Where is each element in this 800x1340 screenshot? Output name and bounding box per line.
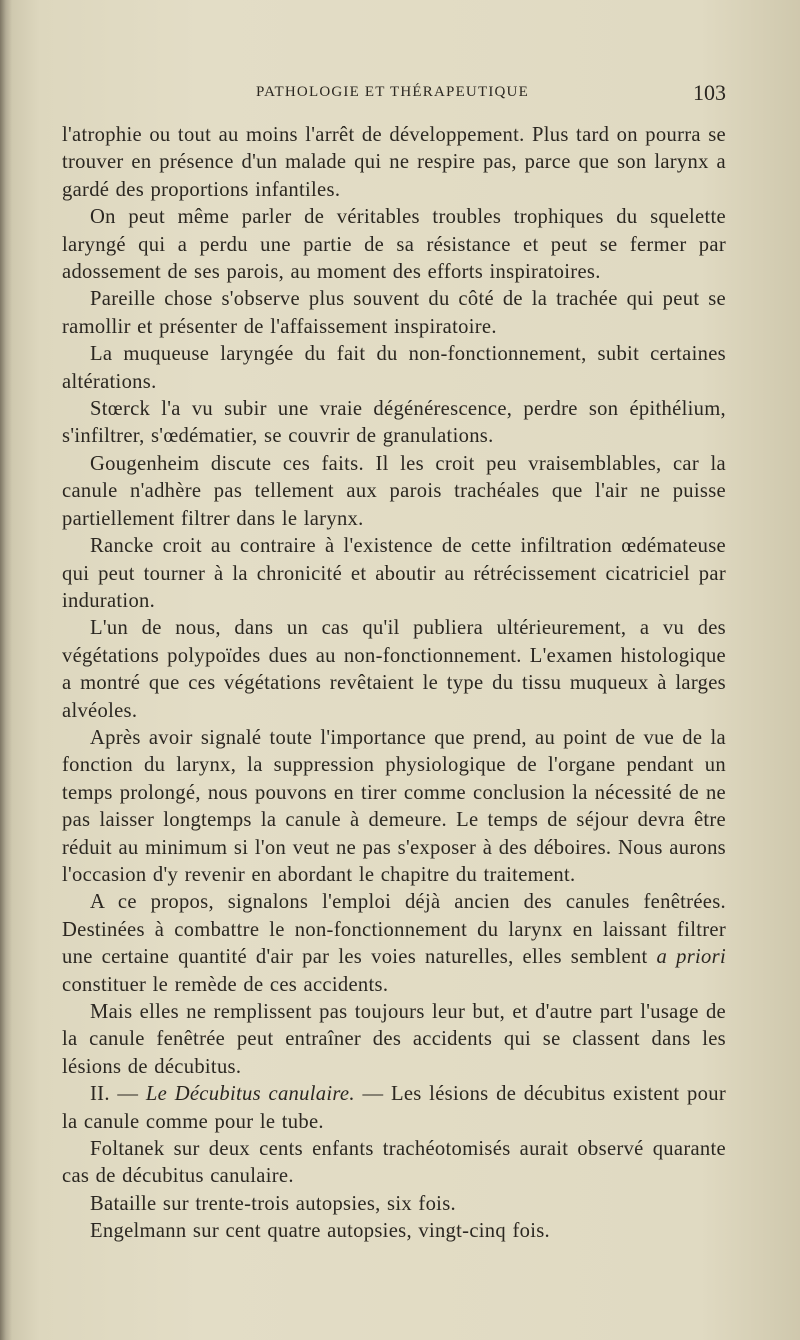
latin-a-priori: a priori [656,946,726,969]
section-intro: — Les lésions de décubitus existent pour la canule comme pour le tube. [62,1083,726,1133]
paragraph-rancke: Rancke croit au contraire à l'existence de cette infiltration œdémateuse qui peut tourner à la chronicité et aboutir au rétrécissement cicatriciel par induration. [62,535,726,612]
paragraph-stoerck: Stœrck l'a vu subir une vraie dégénérescence, perdre son épithélium, s'infiltrer, s'œdématier, se couvrir de granulations. [62,398,726,448]
paragraph-atrophie: l'atrophie ou tout au moins l'arrêt de développement. Plus tard on pourra se trouver en présence d'un malade qui ne respire pas, parce que son larynx a gardé des proportions infantiles. [62,124,726,201]
paragraph-canules-fenetrees [62,889,726,999]
paragraph-troubles-trophiques: On peut même parler de véritables troubles trophiques du squelette laryngé qui a perdu une partie de sa résistance et peut se fermer par adossement de ses parois, au moment des efforts inspiratoires. [62,206,726,284]
binding-edge-shadow [0,0,12,1340]
paragraph-bataille: Bataille sur trente-trois autopsies, six fois. [90,1192,456,1215]
paragraph-muqueuse: La muqueuse laryngée du fait du non-fonctionnement, subit certaines altérations. [62,343,726,393]
paragraph-gougenheim: Gougenheim discute ces faits. Il les croit peu vraisemblables, car la canule n'adhère pas tellement aux parois trachéales que l'air ne puisse partiellement filtrer dans le larynx. [62,452,726,530]
paragraph-foltanek: Foltanek sur deux cents enfants trachéotomisés aurait observé quarante cas de décubitus canulaire. [62,1138,726,1188]
paragraph-mais-elles: Mais elles ne remplissent pas toujours leur but, et d'autre part l'usage de la canule fenêtrée peut entraîner des accidents qui se classent dans les lésions de décubitus. [62,1001,726,1078]
section-title: Le Décubitus canulaire. [145,1083,355,1106]
section-number: II. — [90,1083,146,1106]
paragraph-vegetations: L'un de nous, dans un cas qu'il publiera ultérieurement, a vu des végétations polypoïdes dues au non-fonctionnement. L'examen histologique a montré que ces végétations revêtaient le type du tissu muqueux à larges alvéoles. [62,617,726,722]
body-text [62,122,726,1246]
paragraph-canules-fenetrees-after: constituer le remède de ces accidents. [62,973,389,996]
page-header [62,80,726,108]
paragraph-canules-fenetrees-before: A ce propos, signalons l'emploi déjà ancien des canules fenêtrées. Destinées à combattre le non-fonctionnement du larynx en laissant filtrer une certaine quantité d'air par les voies naturelles, elles semblent [62,891,726,969]
page-number: 103 [693,80,726,105]
paragraph-engelmann: Engelmann sur cent quatre autopsies, vingt-cinq fois. [90,1220,550,1243]
paragraph-decubitus-section [62,1081,726,1136]
paragraph-conclusion: Après avoir signalé toute l'importance que prend, au point de vue de la fonction du larynx, la suppression physiologique de l'organe pendant un temps prolongé, nous pouvons en tirer comme conclusion la nécessité de ne pas laisser longtemps la canule à demeure. Le temps de séjour devra être réduit au minimum si l'on veut ne pas s'exposer à des déboires. Nous aurons l'occasion d'y revenir en abordant le chapitre du traitement. [62,726,726,886]
paragraph-trachee: Pareille chose s'observe plus souvent du côté de la trachée qui peut se ramollir et présenter de l'affaissement inspiratoire. [62,288,726,338]
running-head: PATHOLOGIE ET THÉRAPEUTIQUE [256,84,529,100]
